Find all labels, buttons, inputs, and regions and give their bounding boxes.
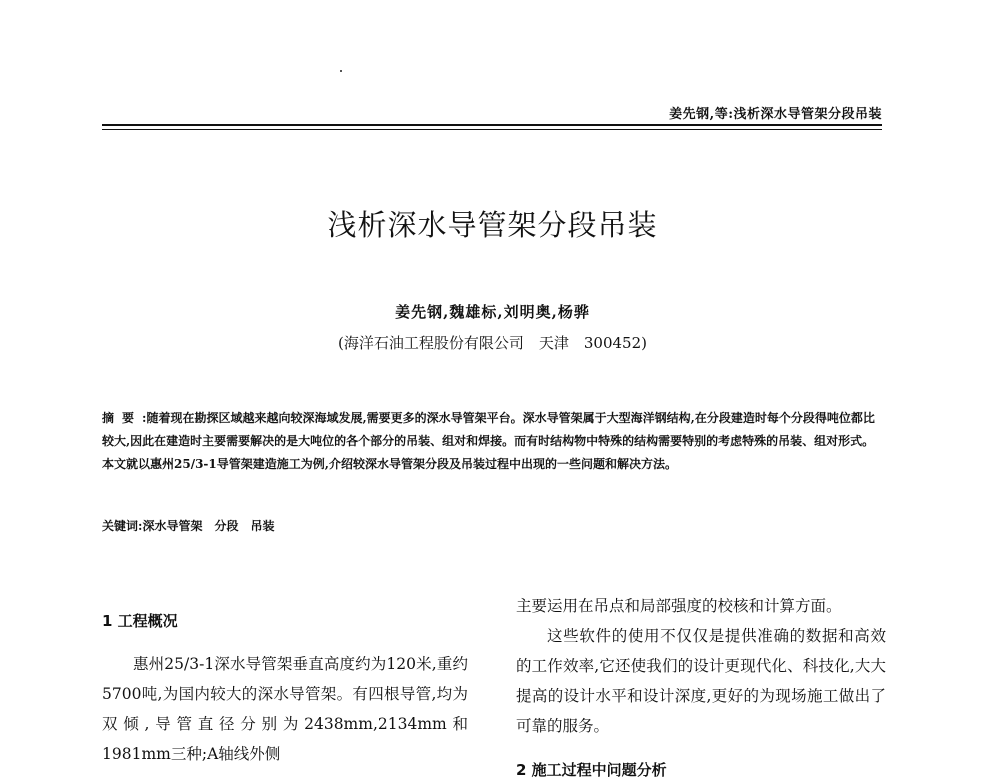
- right-paragraph-continued: 主要运用在吊点和局部强度的校核和计算方面。: [516, 597, 842, 615]
- header-rule-thick: [102, 124, 882, 126]
- left-column: [102, 600, 468, 769]
- abstract-colon: :: [142, 411, 147, 425]
- scan-speck: [340, 70, 342, 72]
- abstract-text: 随着现在勘探区域越来越向较深海域发展,需要更多的深水导管架平台。深水导管架属于大型海洋钢结构,在分段建造时每个分段得吨位都比较大,因此在建造时主要需要解决的是大吨位的各个部分的吊装、组对和焊接。而有时结构物中特殊的结构需要特别的考虑特殊的吊装、组对形式。本文就以惠州25/3-1导管架建造施工为例,介绍较深水导管架分段及吊装过程中出现的一些问题和解决方法。: [102, 411, 875, 471]
- keywords-label: 关键词:: [102, 519, 143, 533]
- header-rule-thin: [102, 129, 882, 130]
- keywords-block: [102, 515, 884, 538]
- abstract-block: [102, 407, 884, 476]
- right-column: [516, 591, 886, 780]
- right-paragraph-software: 这些软件的使用不仅仅是提供准确的数据和高效的工作效率,它还使我们的设计更现代化、科技化,大大提高的设计水平和设计深度,更好的为现场施工做出了可靠的服务。: [516, 627, 886, 735]
- running-head: 姜先钢,等:浅析深水导管架分段吊装: [669, 107, 882, 122]
- section-2-heading: 2 施工过程中问题分析: [516, 761, 667, 779]
- section-1-heading: 1 工程概况: [102, 612, 178, 630]
- keywords-text: 深水导管架 分段 吊装: [142, 519, 275, 533]
- affiliation: (海洋石油工程股份有限公司 天津 300452): [338, 334, 647, 352]
- section-1-paragraph: 惠州25/3-1深水导管架垂直高度约为120米,重约5700吨,为国内较大的深水导管架。有四根导管,均为双倾,导管直径分别为2438mm,2134mm和1981mm三种;A轴线外侧: [102, 655, 468, 763]
- article-title: 浅析深水导管架分段吊装: [327, 208, 658, 242]
- abstract-label: 摘要: [102, 411, 143, 425]
- author-list: 姜先钢,魏雄标,刘明奥,杨骅: [395, 303, 590, 321]
